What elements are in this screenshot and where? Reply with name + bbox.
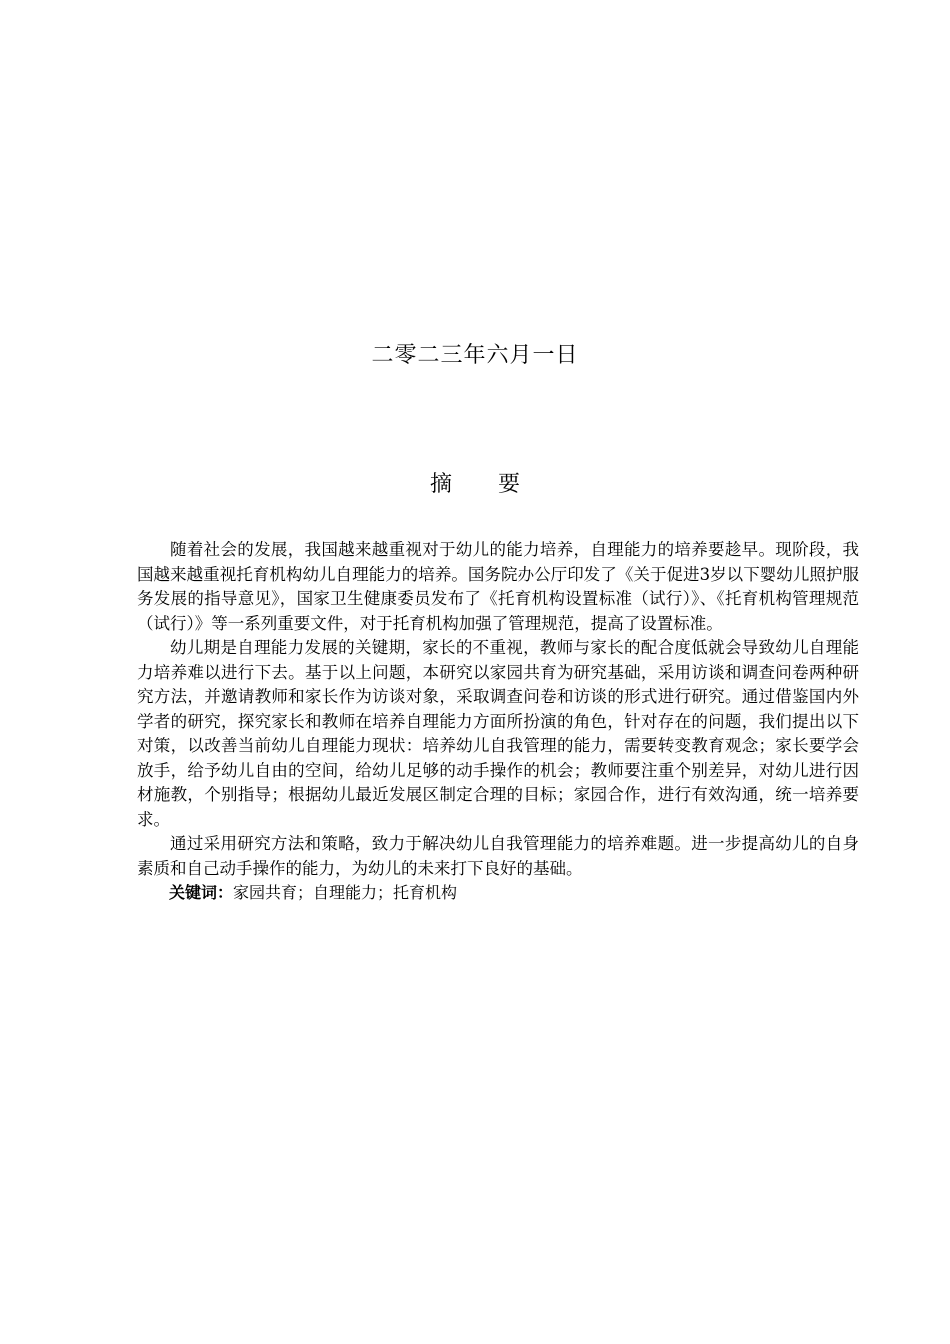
abstract-paragraph-3: 通过采用研究方法和策略，致力于解决幼儿自我管理能力的培养难题。进一步提高幼儿的自身素质和自己动手操作的能力，为幼儿的未来打下良好的基础。 [137, 834, 859, 878]
abstract-heading-char-1: 摘 [429, 472, 452, 497]
abstract-heading [0, 467, 950, 498]
abstract-paragraph-2: 幼儿期是自理能力发展的关键期，家长的不重视，教师与家长的配合度低就会导致幼儿自理能力培养难以进行下去。基于以上问题，本研究以家园共育为研究基础，采用访谈和调查问卷两种研究方法，并邀请教师和家长作为访谈对象，采取调查问卷和访谈的形式进行研究。通过借鉴国内外学者的研究，探究家长和教师在培养自理能力方面所扮演的角色，针对存在的问题，我们提出以下对策，以改善当前幼儿自理能力现状：培养幼儿自我管理的能力，需要转变教育观念；家长要学会放手，给予幼儿自由的空间，给幼儿足够的动手操作的机会；教师要注重个别差异，对幼儿进行因材施教，个别指导；根据幼儿最近发展区制定合理的目标；家园合作，进行有效沟通，统一培养要求。 [137, 638, 859, 829]
document-date: 二零二三年六月一日 [371, 343, 579, 368]
keywords-line [137, 881, 859, 906]
keywords-label: 关键词： [169, 883, 234, 902]
abstract-paragraph-1: 随着社会的发展，我国越来越重视对于幼儿的能力培养，自理能力的培养要趁早。现阶段，我国越来越重视托育机构幼儿自理能力的培养。国务院办公厅印发了《关于促进3岁以下婴幼儿照护服务发展的指导意见》，国家卫生健康委员发布了《托育机构设置标准（试行）》、《托育机构管理规范（试行）》等一系列重要文件，对于托育机构加强了管理规范，提高了设置标准。 [137, 540, 859, 633]
abstract-body [137, 538, 859, 906]
abstract-heading-char-2: 要 [498, 472, 521, 497]
keywords-value: 家园共育；自理能力；托育机构 [233, 883, 458, 902]
